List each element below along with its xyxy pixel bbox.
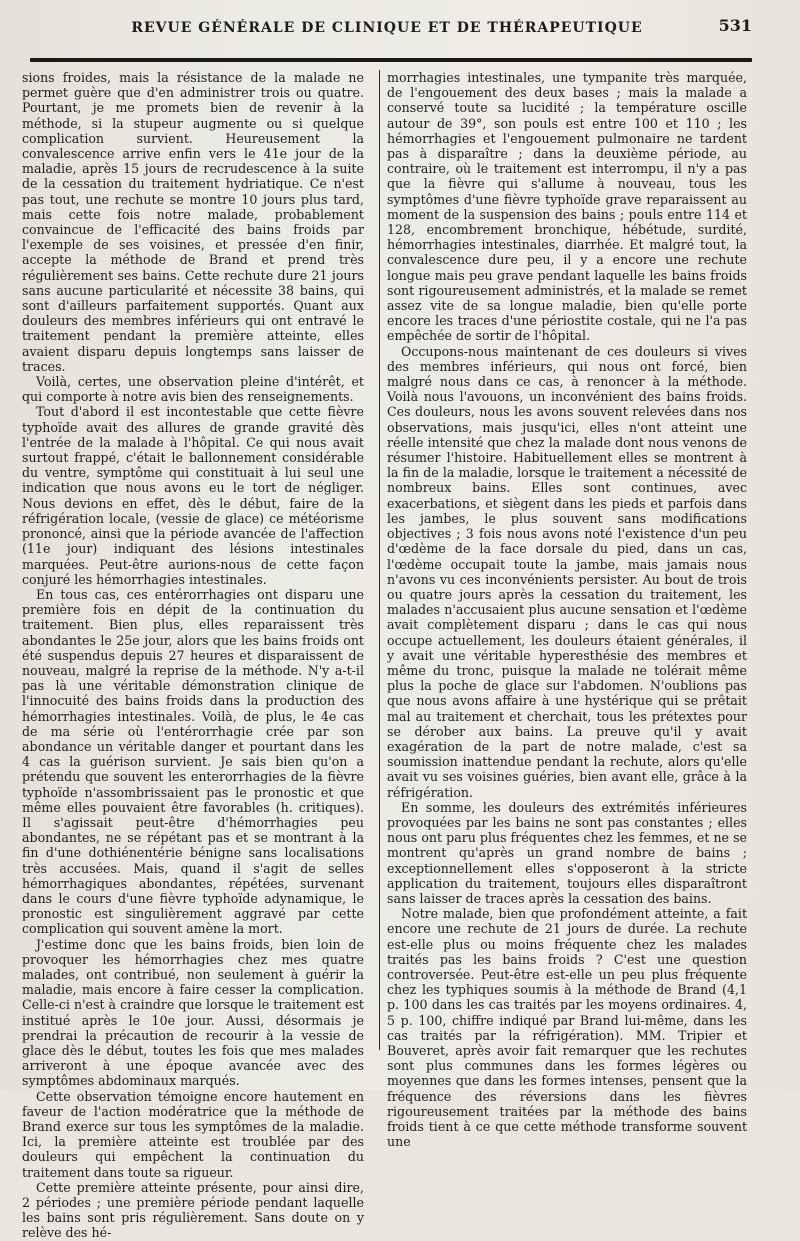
paragraph: Cette observation témoigne encore hautement en faveur de l'action modératrice que la méthode de Brand exerce sur tous les symptômes de la maladie. Ici, la première atteinte est troublée par des douleurs qui empêchent la continuation du traitement dans toute sa rigueur. (22, 1088, 364, 1180)
paragraph: En tous cas, ces entérorrhagies ont disparu une première fois en dépit de la continuation du traitement. Bien plus, elles reparaissent très abondantes le 25e jour, alors que les bains froids ont été suspendus depuis 27 heures et disparaissent de nouveau, malgré la reprise de la méthode. N'y a-t-il pas là une véritable démonstration clinique de l'innocuité des bains froids dans la production des hémorrhagies intestinales. Voilà, de plus, le 4e cas de ma série où l'entérorrhagie crée par son abondance un véritable danger et pourtant dans les 4 cas la guérison survient. Je sais bien qu'on a prétendu que souvent les enterorrhagies de la fièvre typhoïde n'assombrissaient pas le pronostic et que même elles pouvaient être favorables (h. critiques). Il s'agissait peut-être d'hémorrhagies peu abondantes, ne se répétant pas et se montrant à la fin d'une dothiénentérie bénigne sans localisations très accusées. Mais, quand il s'agit de selles hémorrhagiques abondantes, répétées, survenant dans le cours d'une fièvre typhoïde adynamique, le pronostic est singulièrement aggravé par cette complication qui souvent amène la mort. (22, 586, 364, 937)
paragraph: morrhagies intestinales, une tympanite très marquée, de l'engouement des deux bases ; mais la malade a conservé toute sa lucidité ; la température oscille autour de 39°, son pouls est entre 100 et 110 ; les hémorrhagies et l'engouement pulmonaire ne tardent pas à disparaître ; dans la deuxième période, au contraire, où le traitement est interrompu, il n'y a pas que la fièvre qui s'allume à nouveau, tous les symptômes d'une fièvre typhoïde grave reparaissent au moment de la suspension des bains ; pouls entre 114 et 128, encombrement bronchique, hébétude, surdité, hémorrhagies intestinales, diarrhée. Et malgré tout, la convalescence dure peu, il y a encore une rechute longue mais peu grave pendant laquelle les bains froids sont rigoureusement administrés, et la malade se remet assez vite de sa longue maladie, bien qu'elle porte encore les traces d'une périostite costale, qui ne l'a pas empêchée de sortir de l'hôpital. (387, 70, 747, 344)
header-rule (30, 58, 752, 62)
right-column (387, 70, 747, 1150)
paragraph: En somme, les douleurs des extrémités inférieures provoquées par les bains ne sont pas constantes ; elles nous ont paru plus fréquentes chez les femmes, et ne se montrent qu'après un grand nombre de bains ; exceptionnellement elles s'opposeront à la stricte application du traitement, toujours elles disparaîtront sans laisser de traces après la cessation des bains. (387, 799, 747, 906)
page-header (22, 14, 752, 44)
paragraph: sions froides, mais la résistance de la malade ne permet guère que d'en administrer trois ou quatre. Pourtant, je me promets bien de revenir à la méthode, si la stupeur augmente ou si quelque complication survient. Heureusement la convalescence arrive enfin vers le 41e jour de la maladie, après 15 jours de recrudescence à la suite de la cessation du traitement hydriatique. Ce n'est pas tout, une rechute se montre 10 jours plus tard, mais cette fois notre malade, probablement convaincue de l'efficacité des bains froids par l'exemple de ses voisines, et pressée d'en finir, accepte la méthode de Brand et prend très régulièrement ses bains. Cette rechute dure 21 jours sans aucune particularité et nécessite 38 bains, qui sont d'ailleurs parfaitement supportés. Quant aux douleurs des membres inférieurs qui ont entravé le traitement pendant la première atteinte, elles avaient disparu depuis longtemps sans laisser de traces. (22, 70, 364, 374)
text-columns (22, 70, 752, 1241)
running-title: REVUE GÉNÉRALE DE CLINIQUE ET DE THÉRAPEUTIQUE (131, 20, 643, 36)
page-number: 531 (718, 16, 752, 35)
column-divider (379, 70, 380, 1050)
paragraph: Tout d'abord il est incontestable que cette fièvre typhoïde avait des allures de grande gravité dès l'entrée de la malade à l'hôpital. Ce qui nous avait surtout frappé, c'était le ballonnement considérable du ventre, symptôme qui constituait à lui seul une indication que nous avons eu le tort de négliger. Nous devions en effet, dès le début, faire de la réfrigération locale, (vessie de glace) ce météorisme prononcé, ainsi que la période avancée de l'affection (11e jour) indiquant des lésions intestinales marquées. Peut-être aurions-nous de cette façon conjuré les hémorrhagies intestinales. (22, 404, 364, 587)
paragraph: Occupons-nous maintenant de ces douleurs si vives des membres inférieurs, qui nous ont forcé, bien malgré nous dans ce cas, à renoncer à la méthode. Voilà nous l'avouons, un inconvénient des bains froids. Ces douleurs, nous les avons souvent relevées dans nos observations, mais jusqu'ici, elles n'ont atteint une réelle intensité que chez la malade dont nous venons de résumer l'histoire. Habituellement elles se montrent à la fin de la maladie, lorsque le traitement a nécessité de nombreux bains. Elles sont continues, avec exacerbations, et siègent dans les pieds et parfois dans les jambes, le plus souvent sans modifications objectives ; 3 fois nous avons noté l'existence d'un peu d'œdème de la face dorsale du pied, dans un cas, l'œdème occupait toute la jambe, mais jamais nous n'avons vu ces inconvénients persister. Au bout de trois ou quatre jours après la cessation du traitement, les malades n'accusaient plus aucune sensation et l'œdème avait complètement disparu ; dans le cas qui nous occupe actuellement, les douleurs étaient générales, il y avait une véritable hyperesthésie des membres et même du tronc, puisque la malade ne tolérait même plus la poche de glace sur l'abdomen. N'oublions pas que nous avons affaire à une hystérique qui se prêtait mal au traitement et cherchait, tous les prétextes pour se dérober aux bains. La preuve qu'il y avait exagération de la part de notre malade, c'est sa soumission inattendue pendant la rechute, alors qu'elle avait vu ses voisines guéries, bien avant elle, grâce à la réfrigération. (387, 343, 747, 800)
paragraph: Notre malade, bien que profondément atteinte, a fait encore une rechute de 21 jours de durée. La rechute est-elle plus ou moins fréquente chez les malades traités pas les bains froids ? C'est une question controversée. Peut-être est-elle un peu plus fréquente chez les typhiques soumis à la méthode de Brand (4,1 p. 100 dans les cas traités par les moyens ordinaires. 4, 5 p. 100, chiffre indiqué par Brand lui-même, dans les cas traités par la réfrigération). MM. Tripier et Bouveret, après avoir fait remarquer que les rechutes sont plus communes dans les formes légères ou moyennes que dans les formes intenses, pensent que la fréquence des réversions dans les fièvres rigoureusement traitées par la méthode des bains froids tient à ce que cette méthode transforme souvent une (387, 906, 747, 1150)
left-column (22, 70, 372, 1241)
paragraph: J'estime donc que les bains froids, bien loin de provoquer les hémorrhagies chez mes quatre malades, ont contribué, non seulement à guérir la maladie, mais encore à faire cesser la complication. Celle-ci n'est à craindre que lorsque le traitement est institué après le 10e jour. Aussi, désormais je prendrai la précaution de recourir à la vessie de glace dès le début, toutes les fois que mes malades arriveront à une époque avancée avec des symptômes abdominaux marqués. (22, 936, 364, 1089)
paragraph: Cette première atteinte présente, pour ainsi dire, 2 périodes ; une première période pendant laquelle les bains sont pris régulièrement. Sans doute on y relève des hé- (22, 1179, 364, 1241)
paragraph: Voilà, certes, une observation pleine d'intérêt, et qui comporte à notre avis bien des renseignements. (22, 374, 364, 405)
